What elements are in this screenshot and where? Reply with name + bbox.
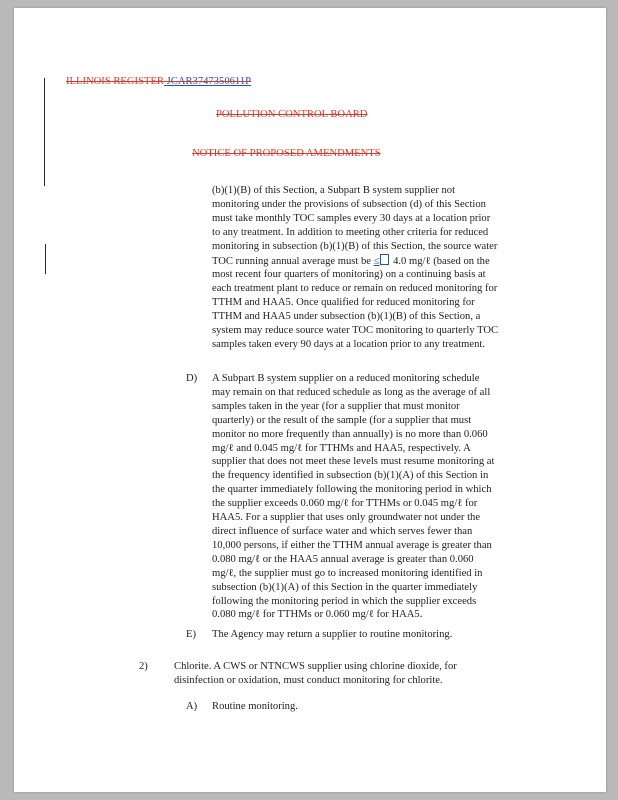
change-bar [44, 78, 45, 186]
text-line: 0.080 mg/ℓ for TTHMs or 0.060 mg/ℓ for HAA5. [212, 609, 423, 621]
change-bar [45, 244, 46, 274]
text-line: the frequency identified in subsection (b)(1)(A) of this Section in [212, 470, 489, 482]
register-title: ILLINOIS REGISTER [66, 76, 164, 87]
text-line: following the monitoring period in which the supplier exceeds [212, 595, 477, 607]
text-line: system may reduce source water TOC monitoring to quarterly TOC [212, 325, 499, 337]
text-line: mg/ℓ, the supplier must go to increased monitoring identified in [212, 567, 483, 579]
text-line: direct influence of surface water and which serves fewer than [212, 525, 473, 537]
inserted-le-symbol: ≤ [373, 255, 380, 267]
item-label-e: E) [186, 629, 196, 640]
text-line: monitoring under the provisions of subsection (d) of this Section [212, 198, 486, 210]
text-line: most recent four quarters of monitoring) on a continuing basis at [212, 269, 486, 281]
paragraph-2-chlorite [174, 660, 574, 688]
jcar-code: JCAR3747350611P [166, 76, 252, 87]
text-line: TTHM and HAA5 under subsection (b)(1)(B) of this Section, a [212, 311, 481, 323]
text-line: supplier that does not meet these levels must resume monitoring at [212, 456, 495, 468]
board-header: POLLUTION CONTROL BOARD [216, 109, 368, 120]
text-line: monitoring in subsection (b)(1)(B) of this Section, the source water [212, 240, 498, 252]
text-line: (b)(1)(B) of this Section, a Subpart B system supplier not [212, 185, 456, 196]
item-label-2: 2) [139, 661, 148, 672]
text-line: The Agency may return a supplier to routine monitoring. [212, 629, 453, 640]
text-line: TOC running annual average must be ≤ 4.0 mg/ℓ (based on the [212, 255, 490, 267]
text-line: quarterly) or the result of the sample (for a supplier that must [212, 414, 472, 426]
item-label-d: D) [186, 373, 198, 384]
text-line: to any treatment. In addition to meeting other criteria for reduced [212, 226, 489, 238]
text-line: 10,000 persons, if either the TTHM annual average is greater than [212, 539, 492, 551]
paragraph-a-routine [212, 700, 582, 714]
document-page [14, 8, 606, 792]
paragraph-b1-continuation [212, 184, 582, 352]
text-line: disinfection or oxidation, must conduct monitoring for chlorite. [174, 674, 443, 686]
text-line: must take monthly TOC samples every 30 days at a location prior [212, 212, 491, 224]
text-line: samples taken every 90 days at a location prior to any treatment. [212, 338, 485, 350]
text-line: A Subpart B system supplier on a reduced monitoring schedule [212, 373, 480, 384]
text-line: the quarter immediately following the monitoring period in which [212, 484, 492, 496]
text-line: may remain on that reduced schedule as long as the average of all [212, 386, 491, 398]
text-line: 0.080 mg/ℓ or the HAA5 annual average is greater than 0.060 [212, 553, 474, 565]
text-line: monitor no more frequently than annually) is no more than 0.060 [212, 428, 488, 440]
text-line: Chlorite. A CWS or NTNCWS supplier using chlorine dioxide, for [174, 661, 457, 672]
paragraph-e [212, 628, 582, 642]
item-label-a: A) [186, 701, 198, 712]
deleted-char-box [380, 254, 389, 265]
text-line: the supplier exceeds 0.060 mg/ℓ for TTHMs or 0.045 mg/ℓ for [212, 498, 478, 510]
paragraph-d [212, 372, 582, 622]
text-line: samples taken in the year (for a supplier that must monitor [212, 400, 460, 412]
register-header [66, 76, 251, 88]
text-line: subsection (b)(1)(A) of this Section in the quarter immediately [212, 581, 478, 593]
text-line: HAA5. For a supplier that uses only groundwater not under the [212, 512, 481, 524]
text-line: each treatment plant to reduce or remain on reduced monitoring for [212, 283, 498, 295]
notice-header: NOTICE OF PROPOSED AMENDMENTS [192, 148, 381, 159]
text-line: Routine monitoring. [212, 701, 298, 712]
text-line: TTHM and HAA5. Once qualified for reduced monitoring for [212, 297, 475, 309]
text-line: mg/ℓ and 0.045 mg/ℓ for TTHMs and HAA5, respectively. A [212, 442, 471, 454]
